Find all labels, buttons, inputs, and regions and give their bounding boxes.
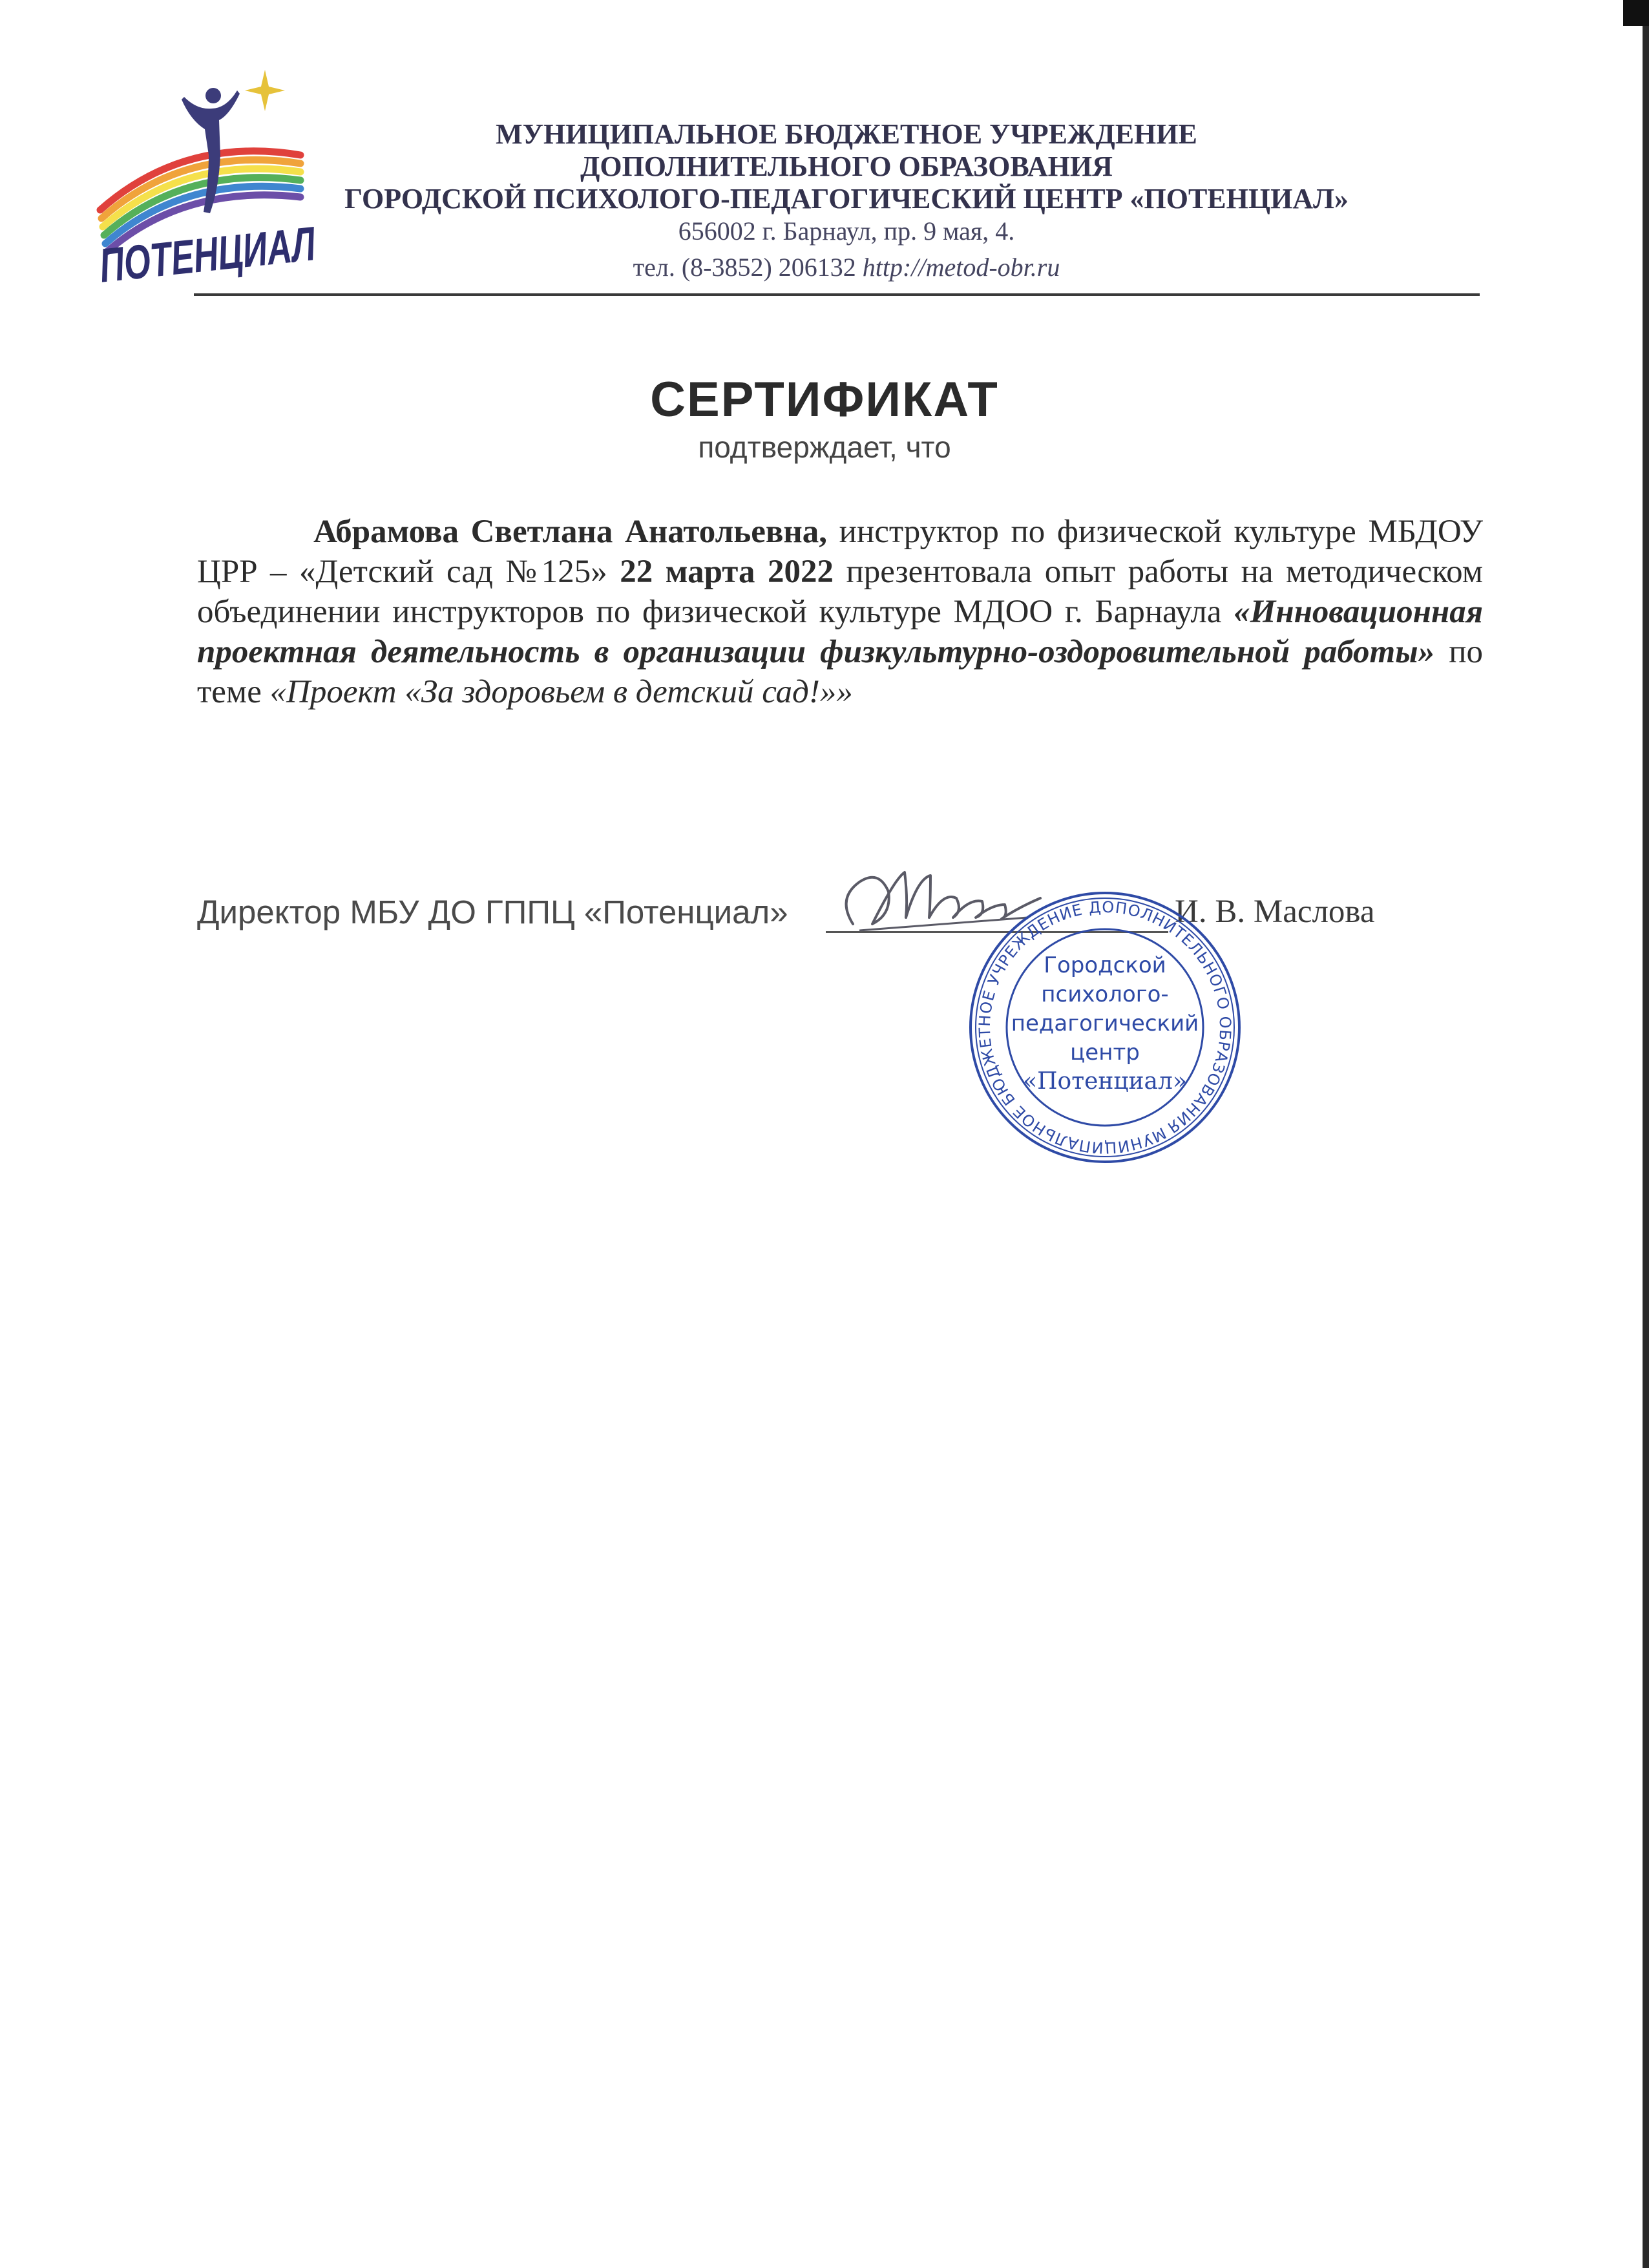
header-contacts <box>336 252 1357 282</box>
header-phone: тел. (8-3852) 206132 <box>633 253 856 282</box>
recipient-name: Абрамова Светлана Анатольевна, <box>313 514 828 550</box>
body-text-1: инструктор по физической культуре МБДОУ ЦРР – «Детский сад №125» <box>197 514 1484 590</box>
header-center-name: ГОРОДСКОЙ ПСИХОЛОГО-ПЕДАГОГИЧЕСКИЙ ЦЕНТР «ПОТЕНЦИАЛ» <box>344 183 1349 215</box>
event-date: 22 марта 2022 <box>620 554 834 590</box>
stamp-outer-text: МУНИЦИПАЛЬНОЕ БЮДЖЕТНОЕ УЧРЕЖДЕНИЕ ДОПОЛНИТЕЛЬНОГО ОБРАЗОВАНИЯ <box>975 898 1235 1157</box>
presentation-topic: «Проект «За здоровьем в детский сад!»» <box>269 674 853 710</box>
stamp-line-3: педагогический <box>1011 1011 1199 1036</box>
star-icon <box>245 70 285 111</box>
body-text-2: презентовала опыт работы на методическом объединении инструкторов по физической культуре МДОО г. Барнаула <box>197 554 1483 630</box>
potential-logo <box>87 58 406 293</box>
scan-edge <box>1643 0 1649 2268</box>
scan-corner <box>1623 0 1649 26</box>
director-position: Директор МБУ ДО ГППЦ «Потенциал» <box>197 894 788 930</box>
certificate-body <box>197 512 1483 712</box>
header-institution-type: МУНИЦИПАЛЬНОЕ БЮДЖЕТНОЕ УЧРЕЖДЕНИЕ <box>496 118 1197 150</box>
event-title: «Инновационная проектная деятельность в организации физкультурно-оздоровительной работы» <box>197 594 1483 670</box>
director-name: И. В. Маслова <box>1175 894 1375 930</box>
body-text-3: по теме <box>197 634 1484 710</box>
certificate-title: СЕРТИФИКАТ <box>650 372 999 427</box>
stamp-line-2: психолого- <box>1041 982 1169 1007</box>
stamp-line-5: «Потенциал» <box>1023 1068 1187 1095</box>
header-website[interactable]: http://metod-obr.ru <box>862 253 1060 282</box>
stamp-line-1: Городской <box>1044 952 1166 978</box>
official-stamp <box>963 885 1247 1170</box>
header-education-type: ДОПОЛНИТЕЛЬНОГО ОБРАЗОВАНИЯ <box>580 151 1113 182</box>
stamp-line-4: центр <box>1070 1040 1140 1066</box>
certificate-subtitle: подтверждает, что <box>698 430 951 464</box>
header-divider <box>194 293 1480 296</box>
header-address: 656002 г. Барнаул, пр. 9 мая, 4. <box>678 216 1015 246</box>
logo-text: ПОТЕНЦИАЛ <box>97 207 406 293</box>
